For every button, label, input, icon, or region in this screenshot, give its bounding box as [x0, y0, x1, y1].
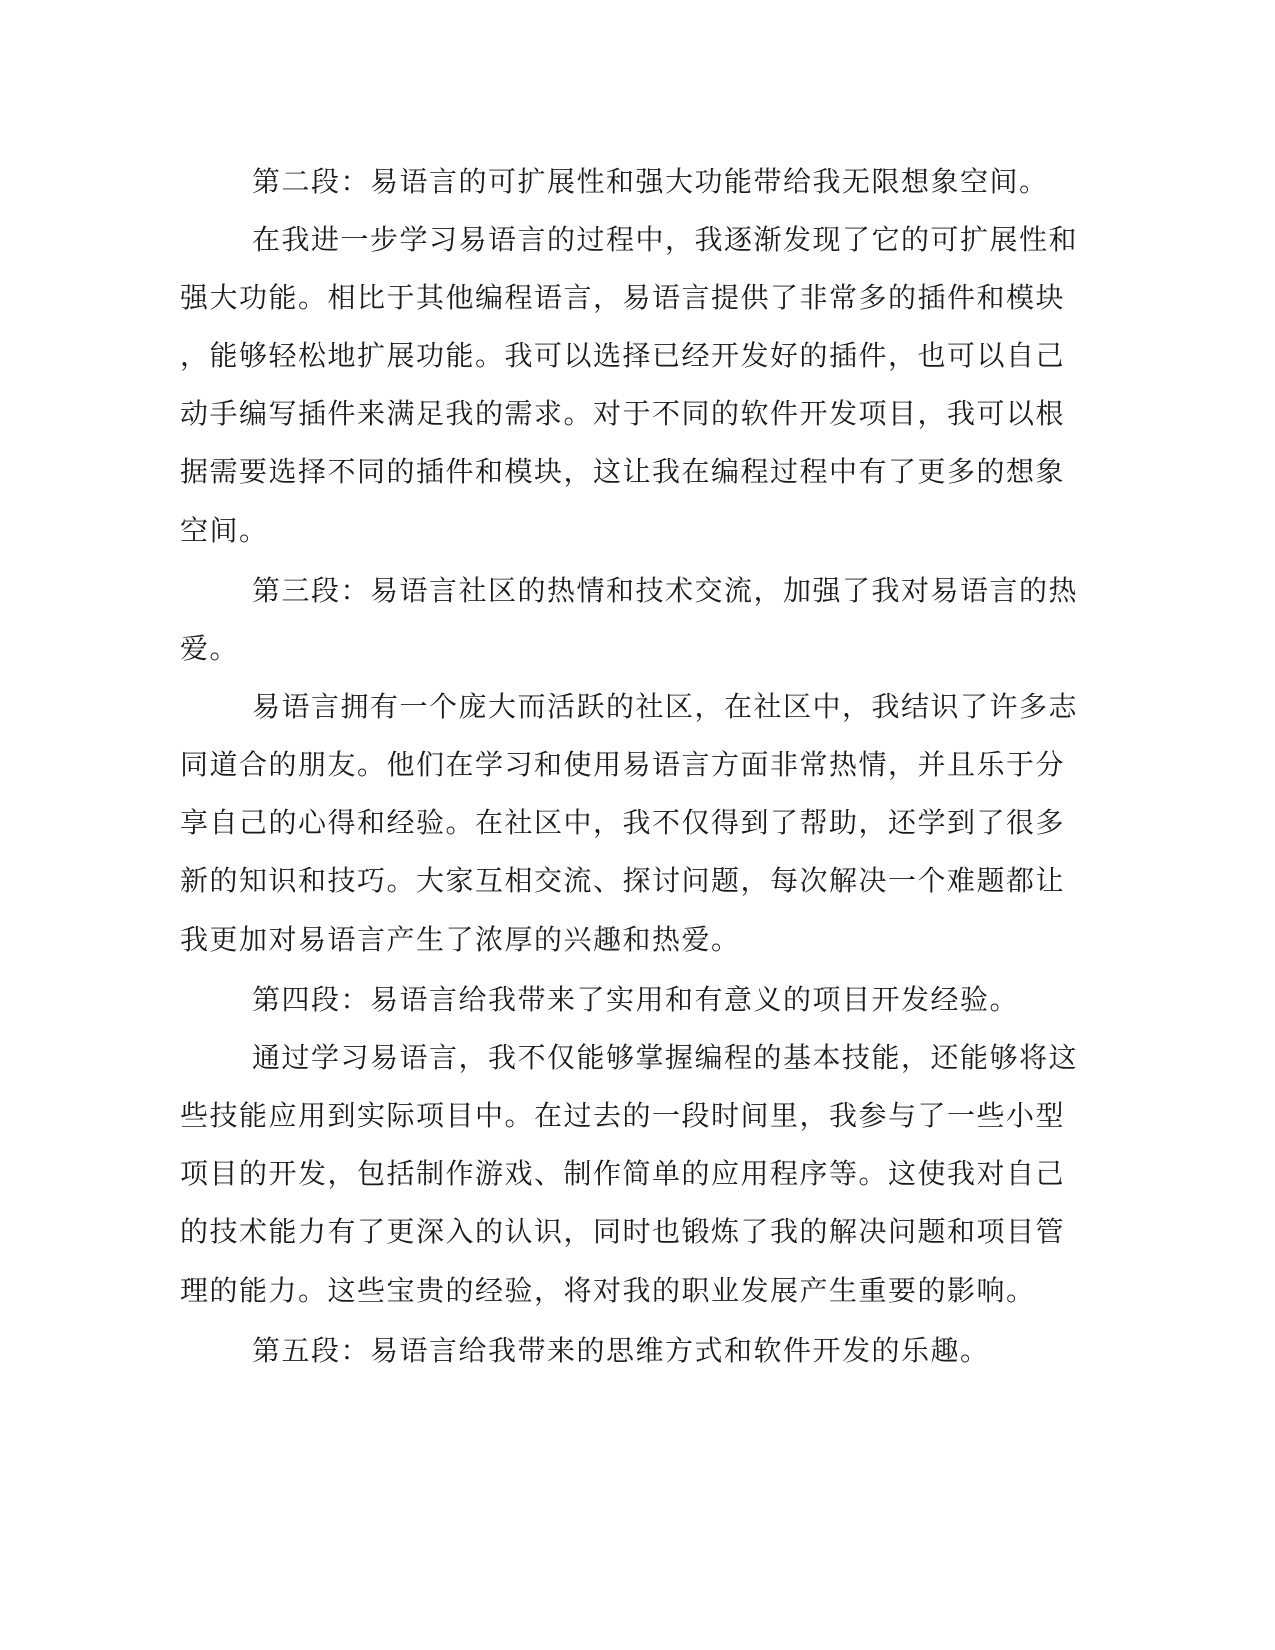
- heading-section-4: 第四段：易语言给我带来了实用和有意义的项目开发经验。: [252, 983, 1020, 1016]
- heading-section-3-cont: 爱。: [180, 632, 240, 665]
- paragraph-line: 在我进一步学习易语言的过程中，我逐渐发现了它的可扩展性和: [252, 223, 1079, 256]
- heading-section-2: 第二段：易语言的可扩展性和强大功能带给我无限想象空间。: [252, 165, 1049, 198]
- paragraph-line: ，能够轻松地扩展功能。我可以选择已经开发好的插件，也可以自己: [180, 339, 1066, 372]
- paragraph-line: 理的能力。这些宝贵的经验，将对我的职业发展产生重要的影响。: [180, 1274, 1036, 1307]
- paragraph-line: 我更加对易语言产生了浓厚的兴趣和热爱。: [180, 923, 741, 956]
- paragraph-line: 通过学习易语言，我不仅能够掌握编程的基本技能，还能够将这: [252, 1041, 1079, 1074]
- heading-section-3: 第三段：易语言社区的热情和技术交流，加强了我对易语言的热: [252, 574, 1079, 607]
- paragraph-line: 动手编写插件来满足我的需求。对于不同的软件开发项目，我可以根: [180, 397, 1066, 430]
- paragraph-line: 同道合的朋友。他们在学习和使用易语言方面非常热情，并且乐于分: [180, 748, 1066, 781]
- paragraph-line: 新的知识和技巧。大家互相交流、探讨问题，每次解决一个难题都让: [180, 864, 1066, 897]
- heading-section-5: 第五段：易语言给我带来的思维方式和软件开发的乐趣。: [252, 1334, 990, 1367]
- paragraph-line: 些技能应用到实际项目中。在过去的一段时间里，我参与了一些小型: [180, 1099, 1066, 1132]
- paragraph-line: 据需要选择不同的插件和模块，这让我在编程过程中有了更多的想象: [180, 455, 1066, 488]
- paragraph-line: 空间。: [180, 514, 269, 547]
- paragraph-line: 易语言拥有一个庞大而活跃的社区，在社区中，我结识了许多志: [252, 690, 1079, 723]
- paragraph-line: 享自己的心得和经验。在社区中，我不仅得到了帮助，还学到了很多: [180, 806, 1066, 839]
- paragraph-line: 强大功能。相比于其他编程语言，易语言提供了非常多的插件和模块: [180, 281, 1066, 314]
- paragraph-line: 的技术能力有了更深入的认识，同时也锻炼了我的解决问题和项目管: [180, 1215, 1066, 1248]
- paragraph-line: 项目的开发，包括制作游戏、制作简单的应用程序等。这使我对自己: [180, 1157, 1066, 1190]
